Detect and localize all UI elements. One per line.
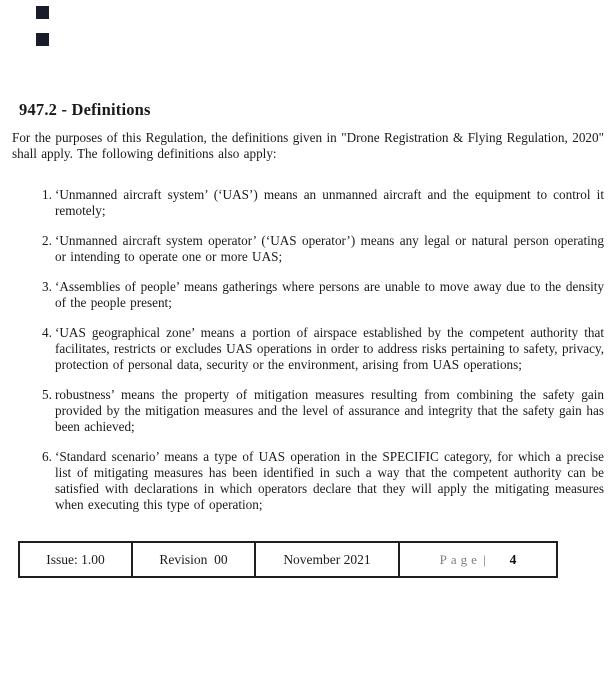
corner-square-bottom-icon xyxy=(36,33,49,46)
definition-item xyxy=(42,449,604,513)
item-text: ‘Assemblies of people’ means gatherings where persons are unable to move away due to the density of the people present; xyxy=(55,279,604,310)
footer-cell-date xyxy=(254,543,398,576)
item-text: ‘Standard scenario’ means a type of UAS operation in the SPECIFIC category, for which a precise list of mitigating measures has been identified in such a way that the competent authority can be satisfied with declarations in which operators declare that they will apply the mitigating measures when executing this type of operation; xyxy=(55,449,604,512)
page-separator: | xyxy=(482,551,486,567)
definition-item xyxy=(42,387,604,435)
footer-cell-page xyxy=(398,543,556,576)
item-number: 3. xyxy=(42,279,52,294)
item-text: ‘Unmanned aircraft system’ (‘UAS’) means an unmanned aircraft and the equipment to control it remotely; xyxy=(55,187,604,218)
item-number: 2. xyxy=(42,233,52,248)
section-heading: 947.2 - Definitions xyxy=(19,100,151,119)
item-number: 1. xyxy=(42,187,52,202)
corner-square-top-icon xyxy=(36,6,49,19)
definition-item xyxy=(42,187,604,219)
definition-item xyxy=(42,325,604,373)
item-text: ‘UAS geographical zone’ means a portion of airspace established by the competent authority that facilitates, restricts or excludes UAS operations in order to address risks pertaining to safety, privacy, protection of personal data, security or the environment, arising from UAS operations; xyxy=(55,325,604,372)
item-number: 4. xyxy=(42,325,52,340)
page-label: Page xyxy=(439,551,481,567)
definition-item xyxy=(42,233,604,265)
footer-cell-revision xyxy=(131,543,254,576)
item-text: ‘Unmanned aircraft system operator’ (‘UAS operator’) means any legal or natural person operating or intending to operate one or more UAS; xyxy=(55,233,604,264)
item-number: 6. xyxy=(42,449,52,464)
item-text: robustness’ means the property of mitigation measures resulting from combining the safety gain provided by the mitigation measures and the level of assurance and integrity that the safety gain has been achieved; xyxy=(55,387,604,434)
item-number: 5. xyxy=(42,387,52,402)
footer-cell-issue xyxy=(20,543,131,576)
issue-value: Issue: 1.00 xyxy=(46,551,105,567)
date-value: November 2021 xyxy=(283,551,371,567)
definition-item xyxy=(42,279,604,311)
revision-value: Revision 00 xyxy=(159,551,228,567)
footer-table xyxy=(18,541,558,578)
definitions-list xyxy=(42,187,604,513)
intro-paragraph: For the purposes of this Regulation, the definitions given in "Drone Registration & Flying Regulation, 2020" shall apply. The following definitions also apply: xyxy=(12,130,604,161)
page-number: 4 xyxy=(509,551,517,567)
